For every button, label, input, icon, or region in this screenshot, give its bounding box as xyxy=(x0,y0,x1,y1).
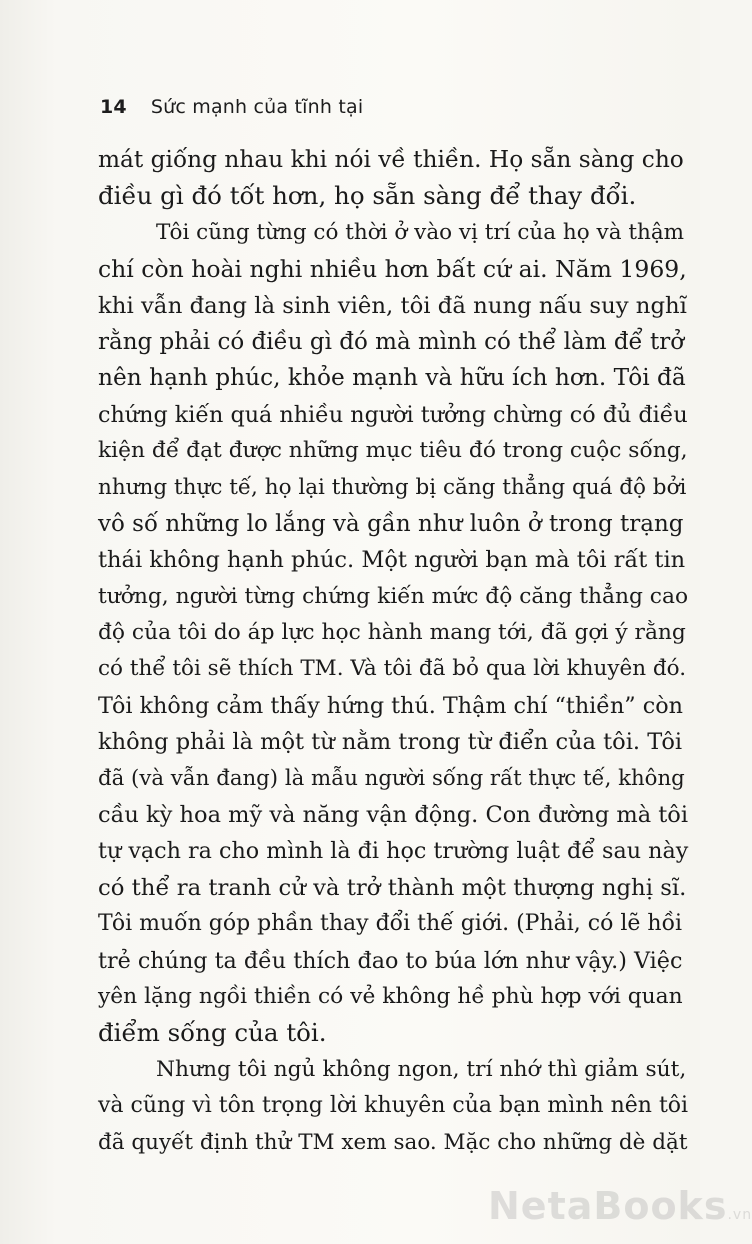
text-line: yên lặng ngồi thiền có vẻ không hề phù hợp với quan xyxy=(98,983,683,1009)
text-line: đã (và vẫn đang) là mẫu người sống rất thực tế, không xyxy=(98,765,685,791)
text-line: có thể tôi sẽ thích TM. Và tôi đã bỏ qua lời khuyên đó. xyxy=(98,656,687,682)
text-line: cầu kỳ hoa mỹ và năng vận động. Con đường mà tôi xyxy=(98,802,689,829)
text-line: có thể ra tranh cử và trở thành một thượng nghị sĩ. xyxy=(98,874,687,901)
text-line: thái không hạnh phúc. Một người bạn mà tôi rất tin xyxy=(98,547,686,574)
text-line: chứng kiến quá nhiều người tưởng chừng có đủ điều xyxy=(98,401,688,428)
text-line: độ của tôi do áp lực học hành mang tới, đã gợi ý rằng xyxy=(98,620,686,646)
watermark-text: NetaBooks xyxy=(488,1184,728,1228)
text-line: rằng phải có điều gì đó mà mình có thể làm để trở xyxy=(98,328,685,355)
text-line: vô số những lo lắng và gần như luôn ở trong trạng xyxy=(98,510,684,537)
text-line: không phải là một từ nằm trong từ điển của tôi. Tôi xyxy=(98,729,683,756)
text-line: Tôi muốn góp phần thay đổi thế giới. (Phải, có lẽ hồi xyxy=(98,911,683,937)
text-line: chí còn hoài nghi nhiều hơn bất cứ ai. Năm 1969, xyxy=(98,255,687,284)
text-line: tưởng, người từng chứng kiến mức độ căng thẳng cao xyxy=(98,583,689,609)
text-line: nên hạnh phúc, khỏe mạnh và hữu ích hơn. Tôi đã xyxy=(98,364,686,392)
text-line: kiện để đạt được những mục tiêu đó trong cuộc sống, xyxy=(98,438,688,464)
text-line: mát giống nhau khi nói về thiền. Họ sẵn sàng cho xyxy=(98,146,684,173)
watermark-logo xyxy=(488,1184,752,1228)
running-header xyxy=(100,96,363,118)
page-number: 14 xyxy=(100,96,127,118)
watermark-suffix: .vn xyxy=(727,1207,752,1223)
text-line: điểm sống của tôi. xyxy=(98,1018,327,1048)
body-text xyxy=(98,142,688,1161)
text-line: đã quyết định thử TM xem sao. Mặc cho những dè dặt xyxy=(98,1129,688,1155)
text-line: và cũng vì tôn trọng lời khuyên của bạn mình nên tôi xyxy=(98,1093,689,1119)
text-line: tự vạch ra cho mình là đi học trường luật để sau này xyxy=(98,838,689,865)
text-line: Tôi không cảm thấy hứng thú. Thậm chí “thiền” còn xyxy=(98,692,683,719)
text-line: nhưng thực tế, họ lại thường bị căng thẳng quá độ bởi xyxy=(98,474,687,500)
paragraph-start-line: Tôi cũng từng có thời ở vào vị trí của họ và thậm xyxy=(156,219,685,245)
text-line: điều gì đó tốt hơn, họ sẵn sàng để thay đổi. xyxy=(98,181,637,211)
text-line: khi vẫn đang là sinh viên, tôi đã nung nấu suy nghĩ xyxy=(98,292,687,319)
text-line: trẻ chúng ta đều thích đao to búa lớn như vậy.) Việc xyxy=(98,947,683,974)
running-title: Sức mạnh của tĩnh tại xyxy=(150,96,364,118)
paragraph-start-line: Nhưng tôi ngủ không ngon, trí nhớ thì giảm sút, xyxy=(156,1056,687,1082)
